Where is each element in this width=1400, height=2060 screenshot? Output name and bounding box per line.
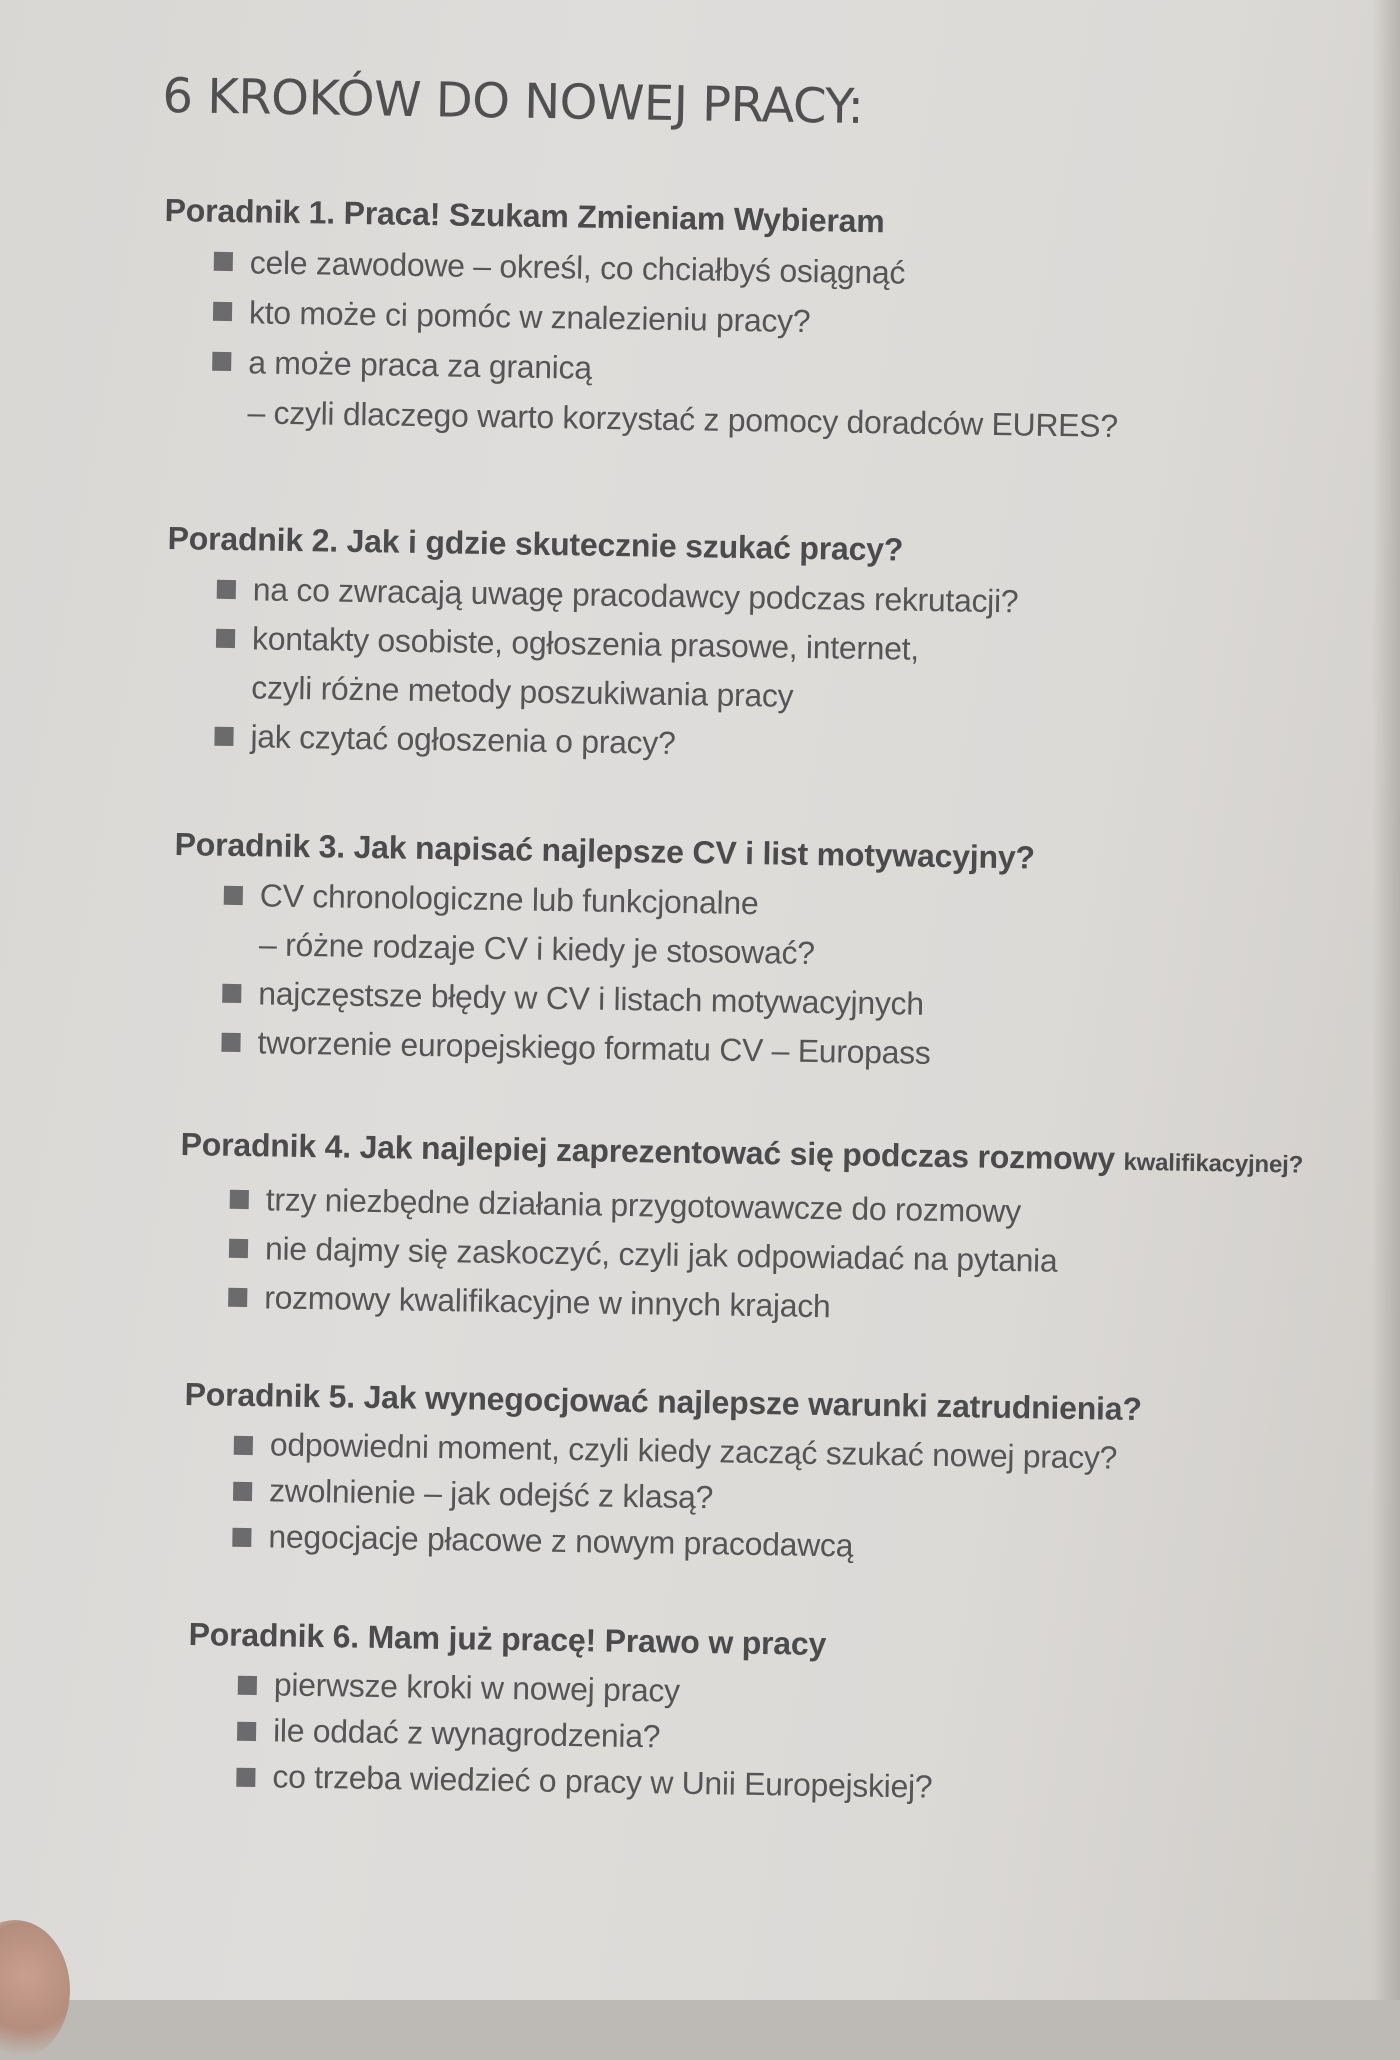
list-item-text: rozmowy kwalifikacyjne w innych krajach	[263, 1279, 831, 1325]
section-title-tail: kwalifikacyjnej?	[1123, 1148, 1304, 1179]
list-item-text: tworzenie europejskiego formatu CV – Europass	[257, 1024, 931, 1071]
list-item-text: nie dajmy się zaskoczyć, czyli jak odpowiadać na pytania	[264, 1230, 1058, 1279]
list-item-text: CV chronologiczne lub funkcjonalne	[259, 877, 759, 922]
bullet-list	[178, 1174, 1380, 1340]
square-bullet-icon	[238, 1676, 257, 1695]
list-item	[223, 871, 1374, 987]
section-title-main: Poradnik 4. Jak najlepiej zaprezentować się podczas rozmowy	[180, 1125, 1116, 1177]
square-bullet-icon	[230, 1190, 249, 1209]
bullet-list	[161, 236, 1364, 455]
section-poradnik-2	[164, 516, 1368, 779]
section-title: Poradnik 1. Praca! Szukam Zmieniam Wybieram	[164, 191, 885, 240]
section-title: Poradnik 5. Jak wynegocjować najlepsze warunki zatrudnienia?	[184, 1375, 1143, 1428]
list-item-text: negocjacje płacowe z nowym pracodawcą	[268, 1518, 854, 1564]
thumb-at-corner	[0, 1920, 70, 2060]
section-poradnik-3	[171, 822, 1375, 1085]
list-item-continuation: czyli różne metody poszukiwania pracy	[251, 669, 794, 714]
list-item-text: ile oddać z wynagrodzenia?	[272, 1712, 661, 1755]
section-poradnik-1	[161, 188, 1365, 455]
square-bullet-icon	[236, 1768, 255, 1787]
square-bullet-icon	[234, 1436, 253, 1455]
list-item-continuation: – różne rodzaje CV i kiedy je stosować?	[258, 926, 816, 972]
list-item-text: odpowiedni moment, czyli kiedy zacząć szukać nowej pracy?	[269, 1426, 1118, 1476]
bullet-list	[182, 1420, 1384, 1577]
list-item-text: trzy niezbędne działania przygotowawcze do rozmowy	[265, 1181, 1022, 1230]
section-title: Poradnik 2. Jak i gdzie skutecznie szukać pracy?	[167, 519, 904, 568]
square-bullet-icon	[222, 984, 241, 1003]
list-item	[215, 614, 1366, 730]
list-item-text: kto może ci pomóc w znalezieniu pracy?	[248, 294, 811, 340]
list-item-text: kontakty osobiste, ogłoszenia prasowe, internet,	[251, 620, 920, 667]
square-bullet-icon	[214, 727, 233, 746]
square-bullet-icon	[224, 886, 243, 905]
square-bullet-icon	[216, 629, 235, 648]
section-poradnik-6	[186, 1612, 1389, 1817]
bullet-list	[186, 1660, 1388, 1817]
list-item-text: co trzeba wiedzieć o pracy w Unii Europejskiej?	[272, 1758, 933, 1805]
square-bullet-icon	[237, 1722, 256, 1741]
list-item-text: a może praca za granicą	[247, 344, 593, 386]
list-item	[211, 337, 1362, 455]
bullet-list	[164, 564, 1367, 779]
list-item-text: najczęstsze błędy w CV i listach motywacyjnych	[258, 975, 925, 1022]
section-poradnik-5	[182, 1372, 1385, 1577]
square-bullet-icon	[228, 1288, 247, 1307]
square-bullet-icon	[229, 1239, 248, 1258]
list-item-text: zwolnienie – jak odejść z klasą?	[268, 1472, 714, 1516]
list-item-continuation: – czyli dlaczego warto korzystać z pomocy doradców EURES?	[247, 394, 1119, 444]
list-item-text: cele zawodowe – określ, co chciałbyś osiągnąć	[249, 244, 906, 291]
section-title: Poradnik 6. Mam już pracę! Prawo w pracy	[188, 1615, 827, 1663]
section-title: Poradnik 3. Jak napisać najlepsze CV i list motywacyjny?	[174, 825, 1036, 876]
square-bullet-icon	[214, 252, 233, 271]
square-bullet-icon	[221, 1033, 240, 1052]
list-item-text: pierwsze kroki w nowej pracy	[273, 1666, 681, 1709]
list-item-text: na co zwracają uwagę pracodawcy podczas rekrutacji?	[252, 571, 1019, 620]
square-bullet-icon	[233, 1482, 252, 1501]
square-bullet-icon	[213, 302, 232, 321]
bullet-list	[171, 870, 1374, 1085]
page-edge-shadow	[1372, 0, 1400, 2000]
section-poradnik-4	[178, 1122, 1381, 1340]
square-bullet-icon	[212, 352, 231, 371]
square-bullet-icon	[232, 1528, 251, 1547]
page-title: 6 KROKÓW DO NOWEJ PRACY:	[162, 68, 864, 136]
square-bullet-icon	[217, 580, 236, 599]
list-item-text: jak czytać ogłoszenia o pracy?	[250, 718, 676, 761]
